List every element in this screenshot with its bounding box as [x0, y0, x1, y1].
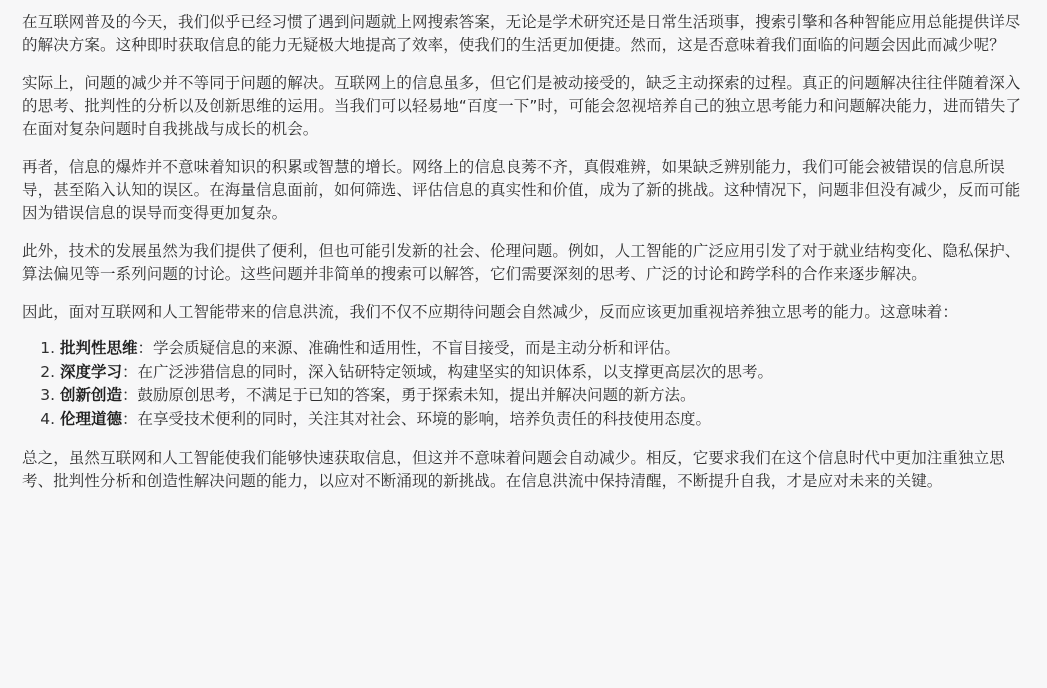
list-item-text: ：在广泛涉猎信息的同时，深入钻研特定领域，构建坚实的知识体系，以支撑更高层次的思考。: [122, 362, 774, 381]
list-item-text: ：学会质疑信息的来源、准确性和适用性，不盲目接受，而是主动分析和评估。: [137, 339, 681, 357]
list-item: [60, 408, 1029, 432]
list-item: [60, 384, 1029, 408]
list-item-term: 批判性思维: [60, 339, 138, 357]
list-item-term: 伦理道德: [60, 409, 123, 428]
list-item-term: 创新创造: [60, 386, 123, 404]
paragraph-5: 因此，面对互联网和人工智能带来的信息洪流，我们不仅不应期待问题会自然减少，反而应该更加重视培养独立思考的能力。这意味着：: [22, 303, 959, 321]
paragraph-4: 此外，技术的发展虽然为我们提供了便利，但也可能引发新的社会、伦理问题。例如，人工智能的广泛应用引发了对于就业结构变化、隐私保护、算法偏见等一系列问题的讨论。这些问题并非简单的搜索可以解答，它们需要深刻的思考、广泛的讨论和跨学科的合作来逐步解决。: [22, 242, 1021, 283]
list-item: [60, 361, 1029, 385]
list-item-text: ：在享受技术便利的同时，关注其对社会、环境的影响，培养负责任的科技使用态度。: [122, 409, 712, 428]
paragraph-2: 实际上，问题的减少并不等同于问题的解决。互联网上的信息虽多，但它们是被动接受的，缺乏主动探索的过程。真正的问题解决往往伴随着深入的思考、批判性的分析以及创新思维的运用。当我们可以轻易地“百度一下”时，可能会忽视培养自己的独立思考能力和问题解决能力，进而错失了在面对复杂问题时自我挑战与成长的机会。: [22, 74, 1022, 138]
paragraph-1: 在互联网普及的今天，我们似乎已经习惯了遇到问题就上网搜索答案，无论是学术研究还是日常生活琐事，搜索引擎和各种智能应用总能提供详尽的解决方案。这种即时获取信息的能力无疑极大地提高了效率，使我们的生活更加便捷。然而，这是否意味着我们面临的问题会因此而减少呢？: [22, 13, 1021, 54]
list-item-term: 深度学习: [60, 362, 123, 381]
list-item-text: ：鼓励原创思考，不满足于已知的答案，勇于探索未知，提出并解决问题的新方法。: [122, 386, 696, 404]
ability-list: [22, 337, 1029, 431]
conclusion-paragraph: 总之，虽然互联网和人工智能使我们能够快速获取信息，但这并不意味着问题会自动减少。相反，它要求我们在这个信息时代中更加注重独立思考、批判性分析和创造性解决问题的能力，以应对不断涌现的新挑战。在信息洪流中保持清醒，不断提升自我，才是应对未来的关键。: [22, 449, 1005, 490]
paragraph-3: 再者，信息的爆炸并不意味着知识的积累或智慧的增长。网络上的信息良莠不齐，真假难辨，如果缺乏辨别能力，我们可能会被错误的信息所误导，甚至陷入认知的误区。在海量信息面前，如何筛选、评估信息的真实性和价值，成为了新的挑战。这种情况下，问题非但没有减少，反而可能因为错误信息的误导而变得更加复杂。: [22, 158, 1021, 222]
list-item: [60, 337, 1029, 361]
